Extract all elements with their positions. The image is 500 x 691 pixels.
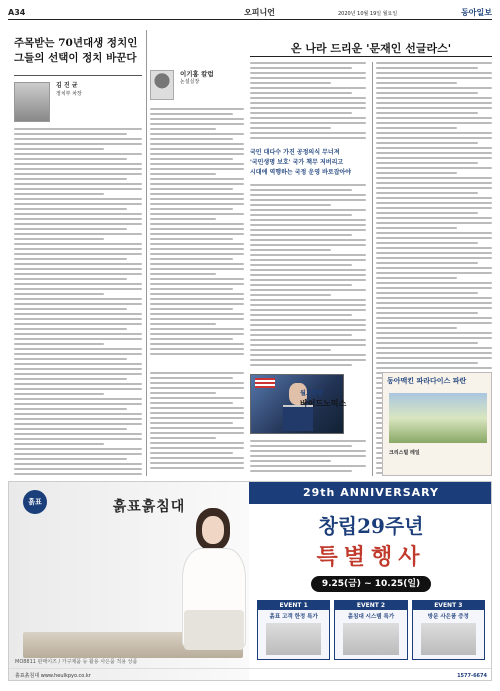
offer-period: 9.25(금) ~ 10.25(일) [311,576,431,592]
flag-graphic [255,378,275,388]
subhead: 국민 대다수 가진 공정의식 무너져 [250,149,340,156]
columnist-name: 이기홍 칼럼 [180,70,214,78]
subhead: '국민생명 보호' 국가 책무 저버리고 [250,159,344,166]
event-card: EVENT 1 흙표 고객 한정 특가 [257,600,330,660]
column-label: 월요칼럼 [300,390,324,397]
column-divider [372,62,373,476]
ad-visual [9,482,249,681]
headline-rule [250,56,492,57]
advertisement[interactable] [8,481,492,681]
column-title: 바이드노믹스 [300,399,347,408]
columnist-role: 논설실장 [180,79,200,85]
main-body-text-1 [250,62,366,146]
left-body-text [14,128,142,478]
event-card: EVENT 3 방문 사은품 증정 [412,600,485,660]
paper-name: 동아일보 [461,8,492,17]
offer-line-2: 특별행사 [316,544,426,570]
center-byline [180,70,240,86]
ad-footer [9,668,492,681]
author-role: 정치부 차장 [56,91,82,97]
divider [14,75,142,76]
main-subheads [250,148,366,178]
main-body-text-2 [250,184,366,370]
model-image [174,502,254,652]
bottom-left-body-text [150,372,244,476]
feature-image [389,393,487,443]
center-body-text [150,108,244,368]
feature-heading: 동아맥킨 파라다이스 파란 [387,377,467,385]
brand-name: 흙표흙침대 [112,499,186,515]
left-byline [56,82,116,98]
event-card: EVENT 2 흙침대 시스템 특가 [334,600,407,660]
section-name: 오피니언 [244,8,275,17]
brand-logo: 흙표 [23,490,47,514]
ad-phone: 1577-6674 [457,673,487,679]
feature-box [382,372,492,476]
page-header [8,6,492,20]
anniversary-banner: 29th ANNIVERSARY [249,482,492,504]
feature-caption: 크리스털 레일 [389,450,420,456]
left-column-title: 주목받는 70년대생 정치인 그들의 선택이 정치 바꾼다 [14,37,138,64]
subhead: 시대에 역행하는 국정 운영 바로잡아야 [250,169,352,176]
ad-website[interactable]: 흙표흙침대 www.heulkpyo.co.kr [15,673,91,679]
author-photo [14,82,50,122]
column-divider [146,30,147,476]
columnist-photo [150,70,174,100]
event-list [257,600,485,660]
author-name: 김 진 균 [56,82,78,89]
page-number: A34 [8,8,26,17]
bottom-center-body-text [250,440,366,476]
model-caption: MO8811 판매이즈 / 가구제품 등 활용 사은품 적용 상품 [15,659,138,665]
ad-offer [249,482,492,681]
offer-line-1: 창립29주년 [318,514,424,538]
main-headline: 온 나라 드리운 '문재인 선글라스' [290,42,452,55]
issue-date: 2020년 10월 19일 월요일 [338,11,398,17]
